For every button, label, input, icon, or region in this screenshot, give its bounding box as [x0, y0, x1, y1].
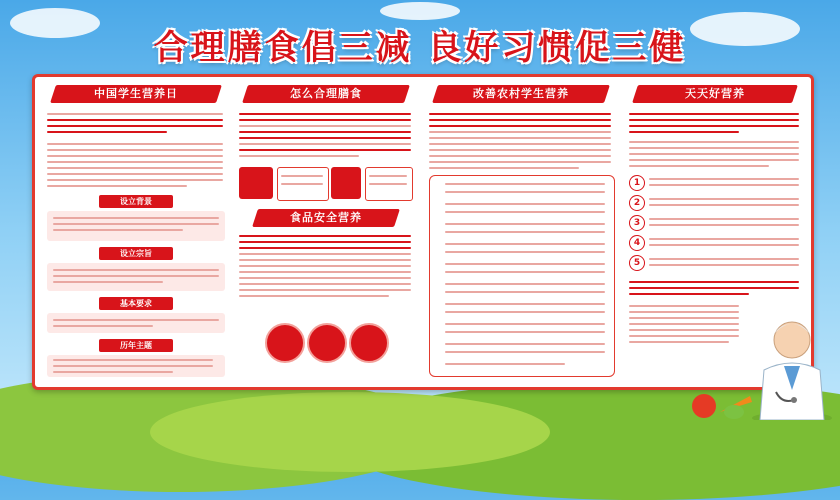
decorative-circle — [265, 323, 305, 363]
text-line — [445, 271, 605, 273]
text-line-red — [429, 125, 611, 127]
text-line — [281, 183, 323, 185]
text-line — [445, 211, 605, 213]
text-line — [649, 258, 799, 260]
section-heading — [432, 85, 610, 103]
text-line — [369, 175, 407, 177]
text-line-red — [429, 119, 611, 121]
text-line — [47, 173, 223, 175]
text-line-red — [239, 235, 411, 237]
number-badge: 5 — [629, 255, 645, 271]
text-line — [53, 223, 219, 225]
decorative-circle — [307, 323, 347, 363]
text-line-red — [629, 281, 799, 283]
text-line — [445, 231, 605, 233]
section-heading-text: 食品安全营养 — [290, 211, 362, 224]
text-line-red — [239, 119, 411, 121]
text-line — [649, 204, 799, 206]
text-line — [239, 295, 389, 297]
text-line — [445, 323, 605, 325]
text-line-red — [239, 113, 411, 115]
text-line — [429, 161, 611, 163]
section-heading-text: 改善农村学生营养 — [473, 87, 569, 100]
text-panel — [47, 263, 225, 291]
text-line — [429, 155, 611, 157]
text-line — [47, 149, 223, 151]
text-line — [239, 259, 411, 261]
text-line — [649, 224, 799, 226]
number-badge: 2 — [629, 195, 645, 211]
text-line — [47, 155, 223, 157]
text-line — [53, 217, 219, 219]
text-line — [445, 363, 565, 365]
section-heading-text: 中国学生营养日 — [94, 87, 178, 100]
section-heading — [242, 85, 410, 103]
text-line — [429, 137, 611, 139]
text-line — [445, 223, 605, 225]
text-line-red — [629, 293, 749, 295]
text-line — [629, 141, 799, 143]
text-panel — [47, 313, 225, 333]
text-line — [649, 218, 799, 220]
text-line — [239, 289, 411, 291]
text-line — [445, 343, 605, 345]
text-line — [53, 275, 219, 277]
text-line — [629, 341, 729, 343]
column-healthy-diet — [235, 85, 417, 379]
text-line-red — [629, 119, 799, 121]
text-line — [429, 167, 579, 169]
text-line — [429, 143, 611, 145]
text-line — [445, 263, 605, 265]
text-line — [429, 149, 611, 151]
text-line — [445, 191, 605, 193]
doctor-illustration — [752, 300, 832, 420]
text-line — [445, 183, 605, 185]
text-line — [445, 331, 605, 333]
number-badge: 1 — [629, 175, 645, 191]
text-line — [629, 165, 769, 167]
text-line — [649, 244, 799, 246]
text-line — [629, 159, 799, 161]
text-line-red — [429, 113, 611, 115]
text-line — [53, 359, 213, 361]
text-panel — [47, 211, 225, 241]
column-student-nutrition-day — [43, 85, 229, 379]
text-line — [239, 265, 411, 267]
text-line-red — [239, 241, 411, 243]
text-line — [445, 203, 605, 205]
text-line — [629, 329, 739, 331]
text-line — [239, 277, 411, 279]
text-line — [47, 179, 223, 181]
text-line-red — [629, 113, 799, 115]
info-board — [32, 74, 814, 390]
text-line — [629, 317, 739, 319]
text-line — [53, 281, 163, 283]
text-line — [429, 131, 611, 133]
section-heading — [632, 85, 798, 103]
text-line — [445, 303, 605, 305]
text-line — [47, 143, 223, 145]
text-line — [445, 243, 605, 245]
text-line — [649, 178, 799, 180]
text-line — [445, 311, 605, 313]
section-heading-text: 天天好营养 — [685, 87, 745, 100]
text-line — [445, 351, 605, 353]
text-line — [629, 323, 739, 325]
vegetables-illustration — [690, 382, 760, 420]
text-line — [53, 269, 219, 271]
text-line — [239, 143, 411, 145]
text-line-red — [239, 137, 411, 139]
text-line — [629, 147, 799, 149]
section-heading — [252, 209, 400, 227]
text-line — [47, 167, 223, 169]
subheading-themes: 历年主题 — [99, 339, 173, 352]
page-title: 合理膳食倡三减 良好习惯促三健 — [153, 28, 687, 68]
text-line-red — [47, 131, 167, 133]
number-badge: 4 — [629, 235, 645, 251]
text-line — [47, 185, 187, 187]
text-line — [53, 229, 183, 231]
text-line — [445, 283, 605, 285]
text-line — [239, 283, 411, 285]
text-line — [445, 251, 605, 253]
text-line-red — [629, 287, 799, 289]
text-line — [53, 365, 213, 367]
section-heading — [50, 85, 222, 103]
text-line — [53, 371, 173, 373]
text-line — [629, 305, 739, 307]
column-rural-nutrition — [425, 85, 617, 379]
text-line-red — [239, 131, 411, 133]
text-line — [281, 175, 323, 177]
tip-box — [239, 167, 273, 199]
text-line — [649, 238, 799, 240]
text-line — [47, 113, 223, 115]
tip-box — [331, 167, 361, 199]
subheading-background: 设立背景 — [99, 195, 173, 208]
subheading-purpose: 设立宗旨 — [99, 247, 173, 260]
text-line — [47, 161, 223, 163]
number-badge: 3 — [629, 215, 645, 231]
text-line-red — [629, 131, 739, 133]
text-line — [53, 325, 153, 327]
text-line — [445, 291, 605, 293]
text-line — [239, 271, 411, 273]
decorative-circle — [349, 323, 389, 363]
text-line — [369, 183, 407, 185]
text-line — [649, 184, 799, 186]
subheading-requirements: 基本要求 — [99, 297, 173, 310]
text-line — [629, 335, 739, 337]
text-line — [649, 264, 799, 266]
text-line — [239, 253, 411, 255]
text-line-red — [239, 247, 411, 249]
grass-hill — [150, 392, 550, 472]
cloud — [380, 2, 460, 20]
text-line — [649, 198, 799, 200]
section-heading-text: 怎么合理膳食 — [290, 87, 362, 100]
text-line — [629, 153, 799, 155]
text-line-red — [239, 149, 411, 151]
text-line-red — [47, 119, 223, 121]
text-line-red — [629, 125, 799, 127]
text-line — [239, 155, 359, 157]
text-line-red — [47, 125, 223, 127]
text-line — [629, 311, 739, 313]
text-line — [239, 125, 411, 127]
list-panel — [429, 175, 615, 377]
text-line — [53, 319, 219, 321]
